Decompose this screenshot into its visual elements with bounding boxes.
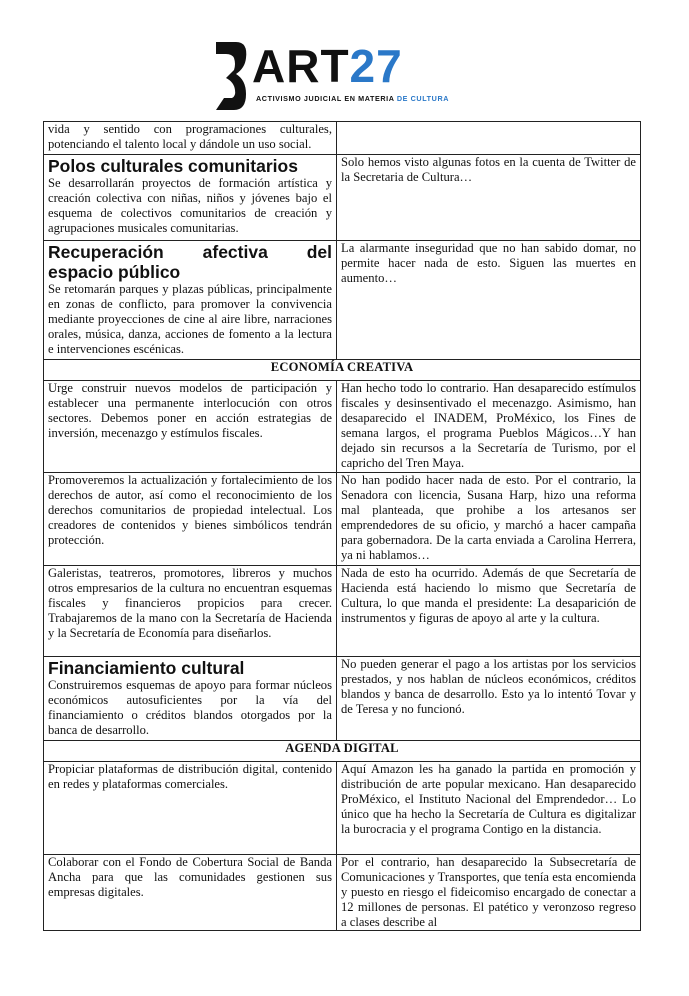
logo-tagline: ACTIVISMO JUDICIAL EN MATERIA DE CULTURA: [256, 94, 450, 103]
comparison-table: [43, 121, 641, 931]
logo-wordmark: ART27: [252, 40, 403, 92]
response-cell: Nada de esto ha ocurrido. Además de que Secretaría de Hacienda está haciendo lo mismo que Secretaría de Cultura, lo que manda el presidente: La desaparición de instrumentos y figuras de apoyo al arte y la cultura.: [337, 566, 641, 657]
table-row: [44, 122, 641, 155]
response-cell: Aquí Amazon les ha ganado la partida en promoción y distribución de arte popular mexicano. Han desaparecido ProMéxico, el Instituto Nacional del Emprendedor… Lo único que ha hecho la Secretaría de Cultura es digitalizar la burocracia y el programa Contigo en la distancia.: [337, 762, 641, 855]
proposal-cell: Recuperación afectiva del espacio público Se retomarán parques y plazas públicas, principalmente en zonas de conflicto, para promover la convivencia mediante proyecciones de cine al aire libre, narraciones orales, música, danza, acciones de fomento a la lectura e intervenciones escénicas.: [44, 241, 337, 360]
response-cell: No pueden generar el pago a los artistas por los servicios prestados, y nos hablan de núcleos económicos, créditos blandos y banca de desarrollo. Esto ya lo intentó Tovar y de Teresa y no funcionó.: [337, 657, 641, 741]
response-cell: Han hecho todo lo contrario. Han desaparecido estímulos fiscales y desinsentivado el mecenazgo. Asimismo, han desaparecido el INADEM, ProMéxico, los Fines de semana largos, el programa Pueblos Mágicos…Y han dejado sin recursos a la Secretaría de Turismo, por el capricho del Tren Maya.: [337, 381, 641, 473]
table-row: [44, 762, 641, 855]
response-cell: Solo hemos visto algunas fotos en la cuenta de Twitter de la Secretaria de Cultura…: [337, 155, 641, 241]
proposal-cell: vida y sentido con programaciones culturales, potenciando el talento local y dándole un uso social.: [44, 122, 337, 155]
table-row: [44, 381, 641, 473]
art27-logo: [212, 36, 468, 116]
logo-emblem-icon: [212, 36, 252, 116]
section-header-row: [44, 741, 641, 762]
response-cell: Por el contrario, han desaparecido la Subsecretaría de Comunicaciones y Transportes, que tenía esta encomienda y puesto en riesgo el fideicomiso encargado de conectar a 12 millones de personas. El patético y veronzoso regreso a clases describe al: [337, 855, 641, 931]
proposal-cell: Propiciar plataformas de distribución digital, contenido en redes y plataformas comerciales.: [44, 762, 337, 855]
proposal-cell: Galeristas, teatreros, promotores, libreros y muchos otros empresarios de la cultura no encuentran esquemas fiscales y financieros propicios para crecer. Trabajaremos de la mano con la Secretaría de Hacienda y la Secretaría de Economía para diseñarlos.: [44, 566, 337, 657]
proposal-cell: Colaborar con el Fondo de Cobertura Social de Banda Ancha para que las comunidades gestionen sus empresas digitales.: [44, 855, 337, 931]
proposal-cell: Promoveremos la actualización y fortalecimiento de los derechos de autor, así como el reconocimiento de los derechos comunitarios de propiedad intelectual. Los creadores de contenidos y bienes simbólicos tendrán protección.: [44, 473, 337, 566]
table-row: [44, 566, 641, 657]
subsection-title: Recuperación afectiva del espacio público: [48, 242, 332, 282]
table-row: [44, 473, 641, 566]
subsection-title: Polos culturales comunitarios: [48, 156, 298, 176]
proposal-cell: Polos culturales comunitarios Se desarrollarán proyectos de formación artística y creación colectiva con niñas, niños y jóvenes bajo el esquema de colectivos comunitarios de creación y agrupaciones musicales comunitarias.: [44, 155, 337, 241]
response-cell: La alarmante inseguridad que no han sabido domar, no permite hacer nada de esto. Siguen las muertes en aumento…: [337, 241, 641, 360]
proposal-cell: Financiamiento cultural Construiremos esquemas de apoyo para formar núcleos económicos autosuficientes por la vía del financiamiento o créditos blandos otorgados por la banca de desarrollo.: [44, 657, 337, 741]
table-row: [44, 657, 641, 741]
section-header-row: [44, 360, 641, 381]
section-title: AGENDA DIGITAL: [44, 741, 641, 762]
subsection-title: Financiamiento cultural: [48, 658, 245, 678]
section-title: ECONOMÍA CREATIVA: [44, 360, 641, 381]
response-cell: No han podido hacer nada de esto. Por el contrario, la Senadora con licencia, Susana Harp, hizo una reforma mal planteada, que prohibe a los artesanos ser emprendedores de su oficio, y marchó a hacer campaña para gobernadora. De la carta enviada a Carolina Herrera, ya ni hablamos…: [337, 473, 641, 566]
proposal-cell: Urge construir nuevos modelos de participación y establecer una permanente interlocución con otros sectores. Debemos poner en acción estrategias de inversión, mecenazgo y estímulos fiscales.: [44, 381, 337, 473]
table-row: [44, 855, 641, 931]
response-cell: [337, 122, 641, 155]
table-row: [44, 241, 641, 360]
table-row: [44, 155, 641, 241]
